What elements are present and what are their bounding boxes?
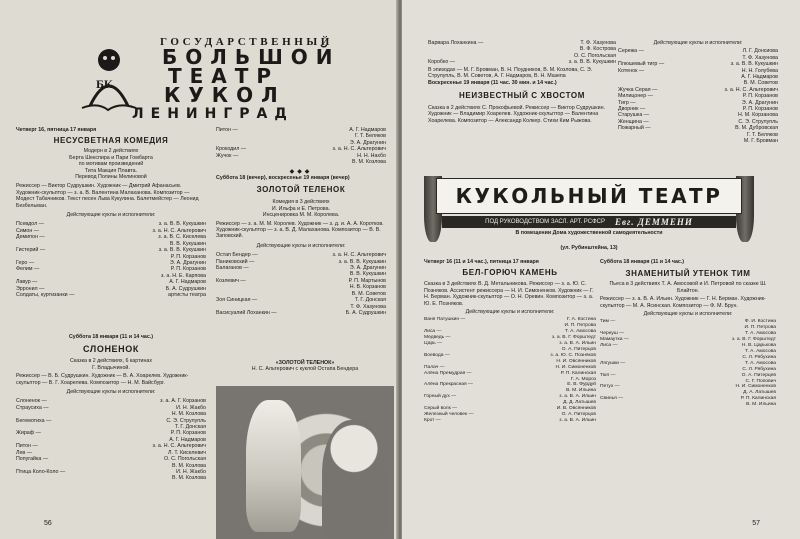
- show-3-desc-2: И. Ильфа и Е. Петрова.: [271, 205, 331, 212]
- role-name: Лев —: [16, 449, 33, 456]
- performer-name: А. Г. Надмаров: [349, 127, 386, 133]
- performer-name: Б. А. Судрушкин: [165, 285, 206, 292]
- show-2-title: СЛОНЕНОК: [83, 344, 139, 355]
- performer-name: О. С. Погольская: [574, 52, 616, 59]
- role-name: Дворник —: [618, 106, 646, 113]
- show-3-roles: [216, 252, 386, 316]
- performer-name: М. Г. Бровман: [743, 138, 778, 145]
- performer-name: Т. Ф. Хазунова: [350, 303, 386, 310]
- show-2-desc-2: Г. Владычиной.: [92, 364, 130, 371]
- performer-name: Л. Г. Донсиова: [742, 48, 778, 55]
- role-name: Геро —: [16, 259, 35, 266]
- role-row: [216, 310, 386, 316]
- role-name: Серый волк —: [424, 406, 457, 412]
- role-row: [216, 159, 386, 165]
- show-2-desc-1: Сказка в 2 действиях, 6 картинах: [70, 358, 152, 365]
- role-name: Чернуш —: [600, 331, 625, 337]
- show-6-staff: Режиссер — з. а. В. А. Ильин. Художник — Г. Н. Берман. Художник-скульптор — М. А. Ясинская. Композитор — Ф. М. Брун.: [600, 296, 766, 309]
- performer-name: Т. А. Амосова: [745, 360, 776, 366]
- performer-name: Н. И. Овсянников: [556, 358, 596, 364]
- role-name: Варвара Лоханкина —: [428, 40, 484, 46]
- performer-name: Г. А. Костина: [566, 317, 596, 323]
- show-1-cast-heading: Действующие куклы и исполнители:: [66, 212, 156, 219]
- performer-name: Г. Т. Беляков: [354, 133, 386, 140]
- role-name: Балаганов —: [216, 265, 249, 272]
- role-row: [600, 402, 776, 408]
- performer-name: Н. И. Симоненков: [735, 384, 776, 390]
- performer-name: Д. А. Латышев: [743, 390, 776, 396]
- show-1-title: НЕСУСВЕТНАЯ КОМЕДИЯ: [53, 136, 169, 146]
- role-name: Фелим —: [16, 266, 40, 273]
- show-1-desc-5: Перевод Полины Мелиновой: [75, 174, 147, 181]
- performer-name: Т. А. Амосова: [565, 329, 596, 335]
- role-name: Слоненок —: [16, 398, 47, 405]
- performer-name: Н. М. Козлова: [171, 411, 206, 418]
- performer-name: Р. П. Корзанов: [742, 93, 778, 100]
- show-6-block: [600, 259, 776, 408]
- show-1-staff: Режиссер — Виктор Судрушкин. Художник — Дмитрий Афанасьев. Художник-скульптор — з. а. В. Валентина Малаханова. Композитор — Модест Табачников. Текст песен Льва Кукулина. Балетмейстер — Леонид Безбельман.: [16, 183, 199, 209]
- role-name: Страусиха —: [16, 404, 49, 411]
- role-name: Попугайка —: [16, 456, 49, 463]
- continuation-col-1: [428, 40, 616, 124]
- performer-name: Ф. И. Костина: [744, 319, 776, 325]
- role-name: Железный человек —: [424, 411, 474, 417]
- performer-name: Л. Т. Киселевич: [167, 449, 206, 456]
- role-name: Крот —: [424, 417, 441, 423]
- show-3-dates: Суббота 18 (вечер), воскресенье 19 января (вечер): [216, 175, 350, 181]
- performer-name: И. П. Петрова: [564, 323, 596, 329]
- role-name: Старушка —: [618, 112, 650, 119]
- role-name: Коробко —: [428, 59, 456, 66]
- role-name: Женщина —: [618, 118, 649, 125]
- show-6-roles: [600, 319, 776, 408]
- performer-name: Э. А. Драгунин: [169, 259, 206, 266]
- show-1-desc-2: Берта Шекспира и Пари Гомбарта: [69, 154, 153, 161]
- show-6-title: ЗНАМЕНИТЫЙ УТЕНОК ТИМ: [625, 269, 751, 279]
- performer-name: Е. В. Фурдуй: [567, 382, 596, 388]
- performer-name: В. М. Советов: [351, 290, 386, 297]
- role-row: [424, 418, 596, 424]
- show-5-block: [424, 259, 596, 424]
- role-name: Лиса —: [424, 329, 442, 335]
- show-3-staff: Режиссер — з. а. М. М. Королев. Художник — з. д. и. А. А. Коротков. Художник-скульптор — з. а. В. Д. Малаханова. Композитор — В. В. Заповский.: [216, 220, 384, 240]
- role-name: Алёна Премудрая —: [424, 370, 472, 376]
- role-name: Остап Бендер —: [216, 252, 258, 259]
- performer-name: В. М. Козлова: [172, 475, 206, 482]
- performer-name: В. Ф. Кострова: [579, 46, 616, 53]
- role-name: Питон —: [216, 127, 238, 133]
- role-name: Сережа —: [618, 48, 644, 55]
- continuation-col-2: [618, 40, 778, 145]
- role-name: Тигр —: [618, 99, 636, 106]
- performer-name: з. а. Н. Е. Карпова: [161, 272, 206, 279]
- performer-name: Э. А. Драгунин: [741, 99, 778, 106]
- photo-caption: «ЗОЛОТОЙ ТЕЛЕНОК»: [275, 360, 335, 366]
- role-name: Милицонер —: [618, 93, 653, 100]
- performer-name: И. П. Петрова: [744, 325, 776, 331]
- role-name: Козлевич —: [216, 277, 246, 284]
- performer-name: Р. П. Корзанов: [170, 253, 206, 260]
- performer-name: Т. Ф. Хазунова: [580, 40, 616, 46]
- show-2-block: [16, 334, 206, 482]
- role-row: [428, 59, 616, 65]
- role-name: Тюп —: [600, 372, 616, 378]
- performer-name: Н. В. Царькова: [741, 343, 776, 349]
- role-name: Свинья —: [600, 396, 624, 402]
- performer-name: артисты театра: [168, 291, 206, 298]
- title-line-2: БОЛЬШОЙ: [162, 45, 341, 69]
- show-5-dates: Четверг 16 (11 и 14 час.), пятница 17 января: [424, 259, 539, 265]
- title-line-3: ТЕАТР: [168, 64, 280, 88]
- performer-name: Н. Н. Нахбо: [357, 152, 386, 159]
- show-5-desc: Сказка в 3 действиях В. Д. Метальникова. Режиссер — з. а. Ю. С. Позняков. Ассистент режиссера — Н. И. Симоненков. Художник — Г. Н. Берман. Художник-скульптор — О. Н. Оревин. Композитор — з. а. Ю. Е. Позняков.: [424, 281, 594, 307]
- title-line-5: ЛЕНИНГРАД: [132, 106, 294, 122]
- show-3-block: [216, 175, 386, 316]
- performer-name: В. М. Ильина: [566, 388, 596, 394]
- role-name: Жучка Серая —: [618, 86, 658, 93]
- performer-name: Г. А. Мороз: [570, 376, 596, 382]
- performer-name: О. А. Питерцов: [561, 411, 596, 417]
- role-name: Крокодил —: [216, 146, 247, 153]
- performer-name: В. М. Советов: [743, 80, 778, 87]
- show-6-cast-heading: Действующие куклы и исполнители:: [643, 311, 733, 318]
- performer-name: з. а. Н. С. Альтерович: [332, 146, 386, 153]
- performer-name: Н. Н. Голубева: [741, 67, 778, 74]
- performer-name: з. а. В. А. Ильин: [559, 417, 596, 423]
- role-name: Палач —: [424, 364, 445, 370]
- role-name: Жираф —: [16, 430, 41, 437]
- performer-name: Г. Т. Беляков: [746, 131, 778, 138]
- role-name: Петух —: [600, 384, 620, 390]
- show-1-desc-1: Модерн в 2 действиях: [83, 148, 139, 155]
- show-4-desc: Сказка в 2 действиях С. Прокофьевой. Режиссер — Виктор Судрушкин. Художник — Владимир Хоарелев. Художник-скульптор — Валентина Хоарелева. Композитор — Александр Колкер. Стихи Ким Рыжова.: [428, 104, 605, 124]
- role-name: Питон —: [16, 443, 38, 450]
- role-name: Зоя Синицкая —: [216, 297, 258, 304]
- performer-name: Т. Г. Донская: [354, 297, 386, 304]
- performer-name: з. а. В. А. Ильин: [559, 394, 596, 400]
- show-1-desc-4: Тита Макция Плавта.: [84, 167, 138, 174]
- performer-name: И. Н. Жакбо: [176, 468, 206, 475]
- role-name: Ваня Патушкин —: [424, 317, 466, 323]
- show-4-title: НЕИЗВЕСТНЫЙ С ХВОСТОМ: [459, 90, 585, 100]
- role-name: Плюшевый тигр —: [618, 61, 665, 68]
- role-name: Пожарный —: [618, 125, 651, 132]
- performer-name: С. Г. Попович: [745, 378, 776, 384]
- show-6-dates: Суббота 18 января (11 и 14 час.): [600, 259, 685, 265]
- performer-name: з. а. В. В. Кукушкин: [568, 59, 616, 66]
- role-name: Лягушки —: [600, 360, 626, 366]
- theatre-title: [132, 36, 386, 124]
- show-3-title: ЗОЛОТОЙ ТЕЛЕНОК: [256, 185, 346, 195]
- show-5-title: БЕЛ-ГОРЮЧ КАМЕНЬ: [462, 268, 558, 278]
- photo-subcaption: Н. С. Альтерович с куклой Остапа Бендера: [251, 366, 359, 373]
- performer-name: В. М. Козлова: [172, 462, 206, 469]
- role-name: Воевода —: [424, 352, 450, 358]
- performer-name: С. Э. Струлупль: [166, 417, 206, 424]
- performer-name: з. а. В. Г. Форштедт: [731, 337, 776, 343]
- left-page: [0, 0, 398, 539]
- show-1-roles-cont: [216, 127, 386, 180]
- performer-name: С. Э. Струлупль: [738, 118, 778, 125]
- performer-name: з. а. В. В. Кукушкин: [730, 61, 778, 68]
- show-2-roles: [16, 398, 206, 481]
- title-line-1: ГОСУДАРСТВЕННЫЙ: [160, 36, 333, 48]
- banner-place: В помещении Дома художественной самодеятельности: [515, 230, 663, 236]
- banner-subtitle: [442, 216, 736, 228]
- role-name: Птица Коло-Коло —: [16, 468, 66, 475]
- role-name: Царь —: [424, 341, 442, 347]
- role-row: [16, 292, 206, 298]
- banner-director: Евг. ДЕММЕНИ: [614, 217, 693, 227]
- performer-name: В. М. Дубровская: [735, 125, 778, 132]
- performer-name: А. Г. Надмаров: [169, 279, 206, 286]
- role-name: Медведь —: [424, 335, 451, 341]
- role-name: Котенок —: [618, 67, 645, 74]
- role-name: Алёна Прекрасная —: [424, 382, 473, 388]
- role-name: Мамаутка —: [600, 337, 629, 343]
- performer-name: Н. В. Корзанов: [349, 284, 386, 291]
- performer-name: В. В. Кукушкин: [349, 271, 386, 278]
- role-name: Горный дух —: [424, 394, 457, 400]
- role-row: [618, 138, 778, 144]
- episodes-text: В эпизодах — М. Г. Бровман, В. Н. Поудников, В. М. Козлова, С. Э. Струлупль, В. М. Советов, А. Г. Надмаров, В. Н. Мазепа: [428, 66, 593, 80]
- show-2-cast-heading: Действующие куклы и исполнители:: [66, 389, 156, 396]
- theatre-logo: [78, 46, 140, 116]
- performer-name: з. а. В. А. Ильин: [559, 341, 596, 347]
- performer-name: В. М. Ильинa: [746, 402, 776, 408]
- show-4-cast-heading: Действующие куклы и исполнители:: [653, 40, 743, 46]
- performer-name: Р. П. Корзанов: [742, 106, 778, 113]
- performer-name: О. А. Питерцев: [741, 372, 776, 378]
- show-5-cast-heading: Действующие куклы и исполнители:: [465, 309, 555, 316]
- separator-dots: ◆◆◆: [289, 169, 313, 176]
- actor-figure: [322, 420, 386, 539]
- performer-name: О. С. Погольская: [164, 456, 206, 463]
- performer-name: Н. И. Симоненков: [555, 364, 596, 370]
- performer-name: з. а. Ю. С. Позняков: [550, 352, 596, 358]
- show-5-roles: [424, 317, 596, 423]
- show-4-dates: Воскресенье 19 января (11 час. 30 мин. и 14 час.): [428, 80, 557, 87]
- page-number-right: 57: [752, 520, 760, 527]
- performer-name: Т. Г. Донская: [174, 424, 206, 431]
- page-number-left: 56: [44, 520, 52, 527]
- photo-golden-calf: [216, 386, 394, 539]
- show-6-desc: Пьеса в 3 действиях Т. А. Амосовой и И. Петровой по сказке Ш. Блайтон.: [609, 281, 767, 294]
- performer-name: О. А. Питерцов: [561, 346, 596, 352]
- role-name: Демипон —: [16, 234, 45, 241]
- performer-name: з. а. В. В. Кукушкин: [158, 221, 206, 228]
- performer-name: А. Г. Надмаров: [741, 74, 778, 81]
- performer-name: С. Л. Рябухина: [742, 354, 776, 360]
- banner-subtitle-text: ПОД РУКОВОДСТВОМ ЗАСЛ. АРТ. РСФСР: [485, 219, 605, 225]
- show-3-desc-3: Инсценировка М. М. Королева.: [262, 212, 340, 219]
- performer-name: Р. П. Мартынов: [348, 277, 386, 284]
- show-2-dates: Суббота 18 января (11 и 14 час.): [68, 334, 154, 340]
- banner-address: (ул. Рубинштейна, 13): [560, 245, 618, 251]
- performer-name: з. а. Н. С. Альтерович: [332, 252, 386, 259]
- role-name: Псевдол —: [16, 221, 44, 228]
- performer-name: Э. А. Драгунин: [349, 265, 386, 272]
- performer-name: з. а. Н. С. Альтерович: [724, 86, 778, 93]
- performer-name: Р. П. Корзанов: [170, 430, 206, 437]
- photo-caption-block: [216, 360, 394, 373]
- performer-name: И. Н. Жакбо: [176, 404, 206, 411]
- performer-name: Р. П. Корзанов: [170, 266, 206, 273]
- title-line-4: КУКОЛ: [164, 83, 286, 107]
- performer-name: з. а. В. Г. Форштедт: [551, 335, 596, 341]
- performer-name: Д. Д. Латышев: [563, 400, 596, 406]
- performer-name: з. а. А. Г. Корзанов: [160, 398, 206, 405]
- performer-name: В. М. Козлова: [352, 159, 386, 166]
- logo-letters: БК: [96, 77, 113, 91]
- performer-name: С. Л. Рябухина: [742, 366, 776, 372]
- puppet-figure: [246, 400, 301, 532]
- show-1-desc-3: по мотивам произведений: [78, 161, 144, 168]
- performer-name: з. а. В. В. Кукушкин: [158, 247, 206, 254]
- role-name: Лавур —: [16, 279, 38, 286]
- performer-name: Т. А. Амосова: [745, 348, 776, 354]
- role-name: Эрронил —: [16, 285, 45, 292]
- role-name: Гистерий —: [16, 247, 46, 254]
- performer-name: Э. А. Драгунин: [349, 139, 386, 146]
- performer-name: з. а. Н. С. Альтерович: [152, 227, 206, 234]
- puppet-theatre-banner: [424, 176, 754, 242]
- banner-title: КУКОЛЬНЫЙ ТЕАТР: [436, 178, 742, 214]
- performer-name: з. а. Н. С. Альтерович: [152, 443, 206, 450]
- performer-name: А. Г. Надмаров: [169, 436, 206, 443]
- role-row: [16, 475, 206, 481]
- role-name: Жучок —: [216, 152, 239, 159]
- performer-name: Р. П. Калинская: [560, 370, 596, 376]
- show-1-dates: Четверг 16, пятница 17 января: [16, 127, 97, 133]
- role-name: Лиса —: [600, 343, 618, 349]
- show-1-block: [16, 127, 206, 298]
- show-1-roles: [16, 221, 206, 298]
- performer-name: з. а. В. В. Кукушкин: [338, 258, 386, 265]
- performer-name: В. В. Кукушкин: [169, 240, 206, 247]
- performer-name: Т. А. Амосова: [745, 331, 776, 337]
- role-name: Бегемотиха —: [16, 417, 52, 424]
- role-name: Солдаты, куртизанки —: [16, 291, 75, 298]
- show-3-cast-heading: Действующие куклы и исполнители:: [256, 242, 346, 249]
- performer-name: Б. А. Судрушкин: [345, 309, 386, 316]
- show-2-staff: Режиссер — В. Б. Судрушкин. Художник — В. А. Хоарелев. Художник-скульптор — В. Г. Хоарелева. Композитор — Н. М. Вайсбург.: [16, 373, 189, 386]
- performer-name: Р. П. Калинская: [740, 396, 776, 402]
- show-3-desc-1: Комедия в 3 действиях: [272, 199, 330, 206]
- role-name: Симон —: [16, 227, 40, 234]
- performer-name: з. а. В. С. Киселева: [158, 234, 206, 241]
- performer-name: И. В. Овсянников: [556, 406, 596, 412]
- performer-name: Т. Ф. Хазунова: [742, 54, 778, 61]
- performer-name: Н. М. Корзанова: [738, 112, 778, 119]
- role-name: Тим —: [600, 319, 616, 325]
- role-name: Васисуалий Лоханкин —: [216, 309, 277, 316]
- role-name: Паниковский —: [216, 258, 255, 265]
